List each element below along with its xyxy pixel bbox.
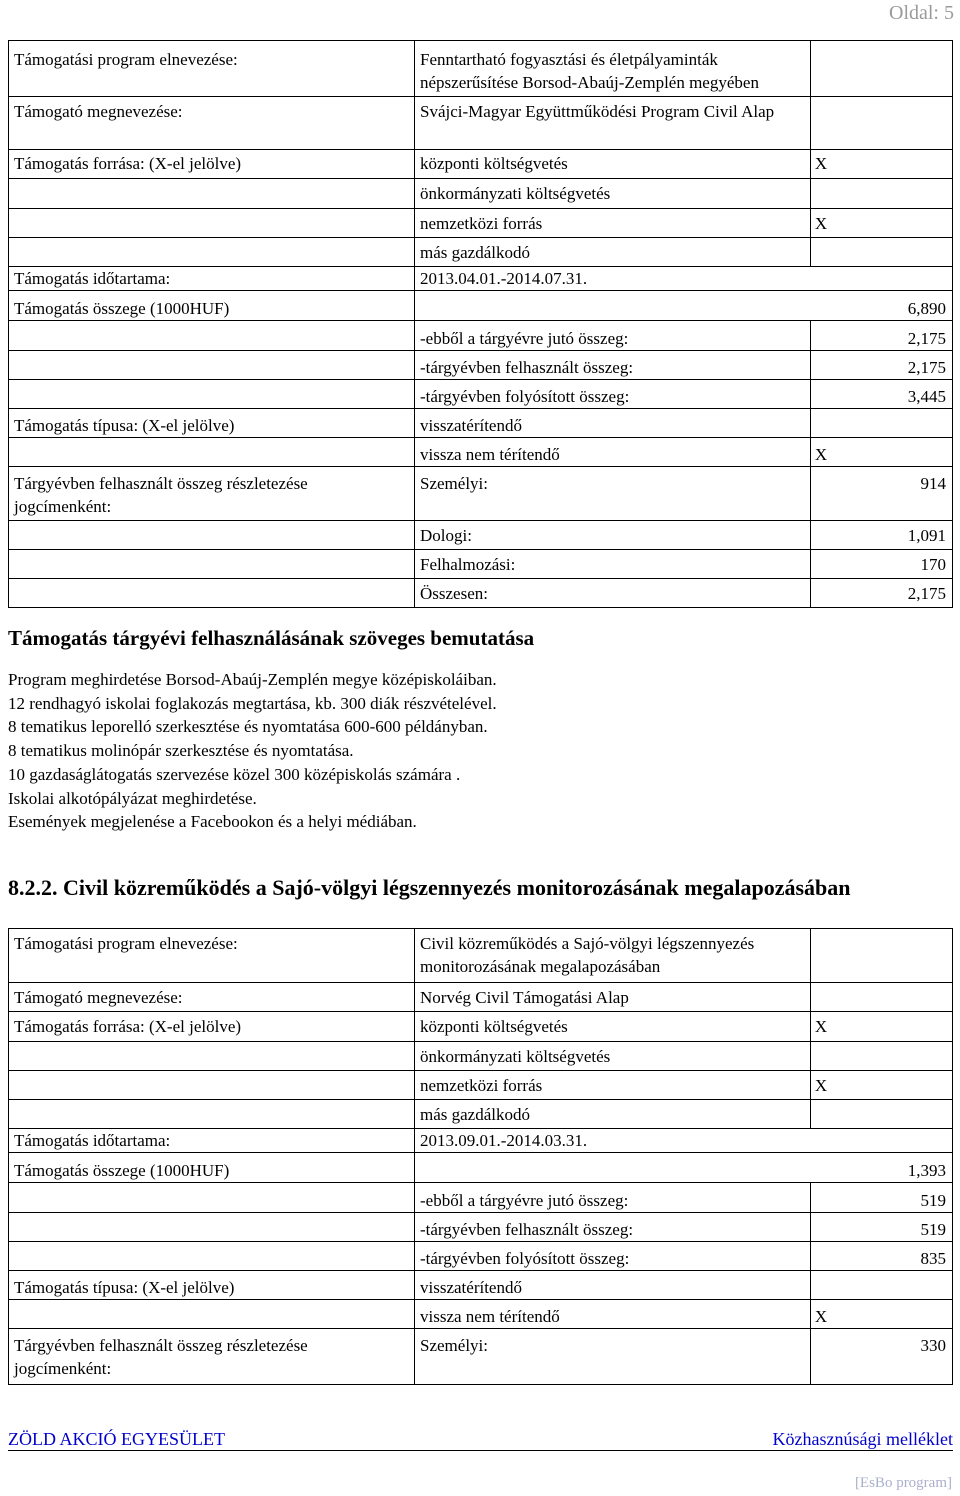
grantor-value: Norvég Civil Támogatási Alap [415, 983, 811, 1012]
year-share-row [9, 1183, 953, 1213]
program-name-value: Civil közreműködés a Sajó-völgyi légszennyezés monitorozásának megalapozásában [415, 929, 811, 983]
empty-cell [9, 1242, 415, 1271]
empty-cell [9, 321, 415, 351]
grantor-row [9, 983, 953, 1012]
program-name-label: Támogatási program elnevezése: [9, 929, 415, 983]
paid-label: -tárgyévben folyósított összeg: [415, 1242, 811, 1271]
source-option: nemzetközi forrás [415, 209, 811, 238]
amount-row [9, 1153, 953, 1183]
type-nonrefundable: vissza nem térítendő [415, 438, 811, 467]
amount-row [9, 291, 953, 321]
program-name-value: Fenntartható fogyasztási és életpályaminták népszerűsítése Borsod-Abaúj-Zemplén megyében [415, 41, 811, 97]
type-nonrefundable: vissza nem térítendő [415, 1300, 811, 1329]
capital-label: Felhalmozási: [415, 550, 811, 579]
footer-divider [8, 1450, 953, 1451]
empty-cell [810, 929, 952, 983]
description-line: 12 rendhagyó iskolai foglakozás megtartása, kb. 300 diák részvételével. [8, 693, 497, 713]
paid-value: 3,445 [810, 380, 952, 409]
used-label: -tárgyévben felhasznált összeg: [415, 1213, 811, 1242]
breakdown-label: Tárgyévben felhasznált összeg részletezése jogcímenként: [9, 467, 415, 521]
source-row [9, 1071, 953, 1100]
source-option: nemzetközi forrás [415, 1071, 811, 1100]
duration-value: 2013.04.01.-2014.07.31. [415, 267, 953, 291]
source-option: központi költségvetés [415, 150, 811, 179]
description-line: 10 gazdaságlátogatás szervezése közel 300 középiskolás számára . [8, 764, 461, 784]
footer-organization: ZÖLD AKCIÓ EGYESÜLET [8, 1429, 225, 1449]
material-row [9, 521, 953, 550]
total-label: Összesen: [415, 579, 811, 608]
description-line: Iskolai alkotópályázat meghirdetése. [8, 788, 257, 808]
year-share-row [9, 321, 953, 351]
source-row [9, 179, 953, 209]
empty-cell [9, 438, 415, 467]
source-row [9, 1100, 953, 1129]
source-mark [810, 1042, 952, 1071]
description-line: Események megjelenése a Facebookon és a helyi médiában. [8, 812, 417, 832]
source-label: Támogatás forrása: (X-el jelölve) [9, 150, 415, 179]
grant-table-2 [8, 928, 953, 1385]
source-row [9, 1042, 953, 1071]
source-option: önkormányzati költségvetés [415, 179, 811, 209]
empty-cell [810, 97, 952, 150]
source-mark: X [810, 1012, 952, 1042]
personal-label: Személyi: [415, 467, 811, 521]
paid-value: 835 [810, 1242, 952, 1271]
duration-row [9, 1129, 953, 1153]
grantor-row [9, 97, 953, 150]
source-row [9, 1012, 953, 1042]
chapter-heading: 8.2.2. Civil közreműködés a Sajó-völgyi légszennyezés monitorozásának megalapozásában [8, 875, 851, 900]
paid-label: -tárgyévben folyósított összeg: [415, 380, 811, 409]
type-row [9, 438, 953, 467]
source-row [9, 209, 953, 238]
description-heading: Támogatás tárgyévi felhasználásának szöveges bemutatása [8, 626, 535, 650]
duration-label: Támogatás időtartama: [9, 1129, 415, 1153]
source-option: más gazdálkodó [415, 238, 811, 267]
empty-cell [9, 1100, 415, 1129]
description-line: 8 tematikus leporelló szerkesztése és nyomtatása 600-600 példányban. [8, 717, 488, 737]
grantor-label: Támogató megnevezése: [9, 983, 415, 1012]
source-option: önkormányzati költségvetés [415, 1042, 811, 1071]
total-row [9, 579, 953, 608]
used-row [9, 351, 953, 380]
empty-cell [9, 1213, 415, 1242]
duration-row [9, 267, 953, 291]
used-value: 2,175 [810, 351, 952, 380]
generator-note: [EsBo program] [854, 1475, 952, 1491]
empty-cell [9, 238, 415, 267]
empty-cell [9, 579, 415, 608]
material-value: 1,091 [810, 521, 952, 550]
empty-cell [9, 179, 415, 209]
footer [8, 1428, 953, 1451]
program-name-label: Támogatási program elnevezése: [9, 41, 415, 97]
material-label: Dologi: [415, 521, 811, 550]
empty-cell [9, 1183, 415, 1213]
amount-value: 6,890 [415, 291, 953, 321]
source-mark: X [810, 150, 952, 179]
breakdown-row [9, 467, 953, 521]
type-label: Támogatás típusa: (X-el jelölve) [9, 409, 415, 438]
source-mark: X [810, 209, 952, 238]
year-share-value: 519 [810, 1183, 952, 1213]
empty-cell [9, 380, 415, 409]
program-name-row [9, 41, 953, 97]
year-share-label: -ebből a tárgyévre jutó összeg: [415, 1183, 811, 1213]
capital-row [9, 550, 953, 579]
empty-cell [9, 351, 415, 380]
used-row [9, 1213, 953, 1242]
year-share-value: 2,175 [810, 321, 952, 351]
description-line: Program meghirdetése Borsod-Abaúj-Zemplén megye középiskoláiban. [8, 670, 497, 689]
type-refundable-mark [810, 1271, 952, 1300]
breakdown-row [9, 1329, 953, 1385]
footer-document-title: Közhasznúsági melléklet [772, 1429, 953, 1449]
duration-label: Támogatás időtartama: [9, 267, 415, 291]
grantor-value: Svájci-Magyar Együttműködési Program Civil Alap [415, 97, 811, 150]
source-mark [810, 179, 952, 209]
empty-cell [9, 1042, 415, 1071]
empty-cell [9, 521, 415, 550]
empty-cell [9, 209, 415, 238]
empty-cell [810, 983, 952, 1012]
used-value: 519 [810, 1213, 952, 1242]
breakdown-label: Tárgyévben felhasznált összeg részletezése jogcímenként: [9, 1329, 415, 1385]
source-label: Támogatás forrása: (X-el jelölve) [9, 1012, 415, 1042]
empty-cell [9, 550, 415, 579]
type-row [9, 1300, 953, 1329]
type-nonrefundable-mark: X [810, 1300, 952, 1329]
capital-value: 170 [810, 550, 952, 579]
grant-table-1 [8, 40, 953, 608]
type-refundable: visszatérítendő [415, 409, 811, 438]
source-row [9, 150, 953, 179]
total-value: 2,175 [810, 579, 952, 608]
source-row [9, 238, 953, 267]
source-option: központi költségvetés [415, 1012, 811, 1042]
paid-row [9, 380, 953, 409]
source-mark: X [810, 1071, 952, 1100]
personal-value: 330 [810, 1329, 952, 1385]
description-line: 8 tematikus molinópár szerkesztése és nyomtatása. [8, 741, 354, 761]
used-label: -tárgyévben felhasznált összeg: [415, 351, 811, 380]
empty-cell [9, 1300, 415, 1329]
type-refundable: visszatérítendő [415, 1271, 811, 1300]
duration-value: 2013.09.01.-2014.03.31. [415, 1129, 953, 1153]
type-row [9, 409, 953, 438]
page-number: Oldal: 5 [889, 2, 954, 24]
paid-row [9, 1242, 953, 1271]
personal-value: 914 [810, 467, 952, 521]
program-name-row [9, 929, 953, 983]
year-share-label: -ebből a tárgyévre jutó összeg: [415, 321, 811, 351]
type-nonrefundable-mark: X [810, 438, 952, 467]
grantor-label: Támogató megnevezése: [9, 97, 415, 150]
empty-cell [9, 1071, 415, 1100]
source-mark [810, 238, 952, 267]
source-mark [810, 1100, 952, 1129]
type-refundable-mark [810, 409, 952, 438]
amount-label: Támogatás összege (1000HUF) [9, 291, 415, 321]
amount-label: Támogatás összege (1000HUF) [9, 1153, 415, 1183]
amount-value: 1,393 [415, 1153, 953, 1183]
source-option: más gazdálkodó [415, 1100, 811, 1129]
empty-cell [810, 41, 952, 97]
type-row [9, 1271, 953, 1300]
description-text [8, 668, 497, 834]
type-label: Támogatás típusa: (X-el jelölve) [9, 1271, 415, 1300]
personal-label: Személyi: [415, 1329, 811, 1385]
